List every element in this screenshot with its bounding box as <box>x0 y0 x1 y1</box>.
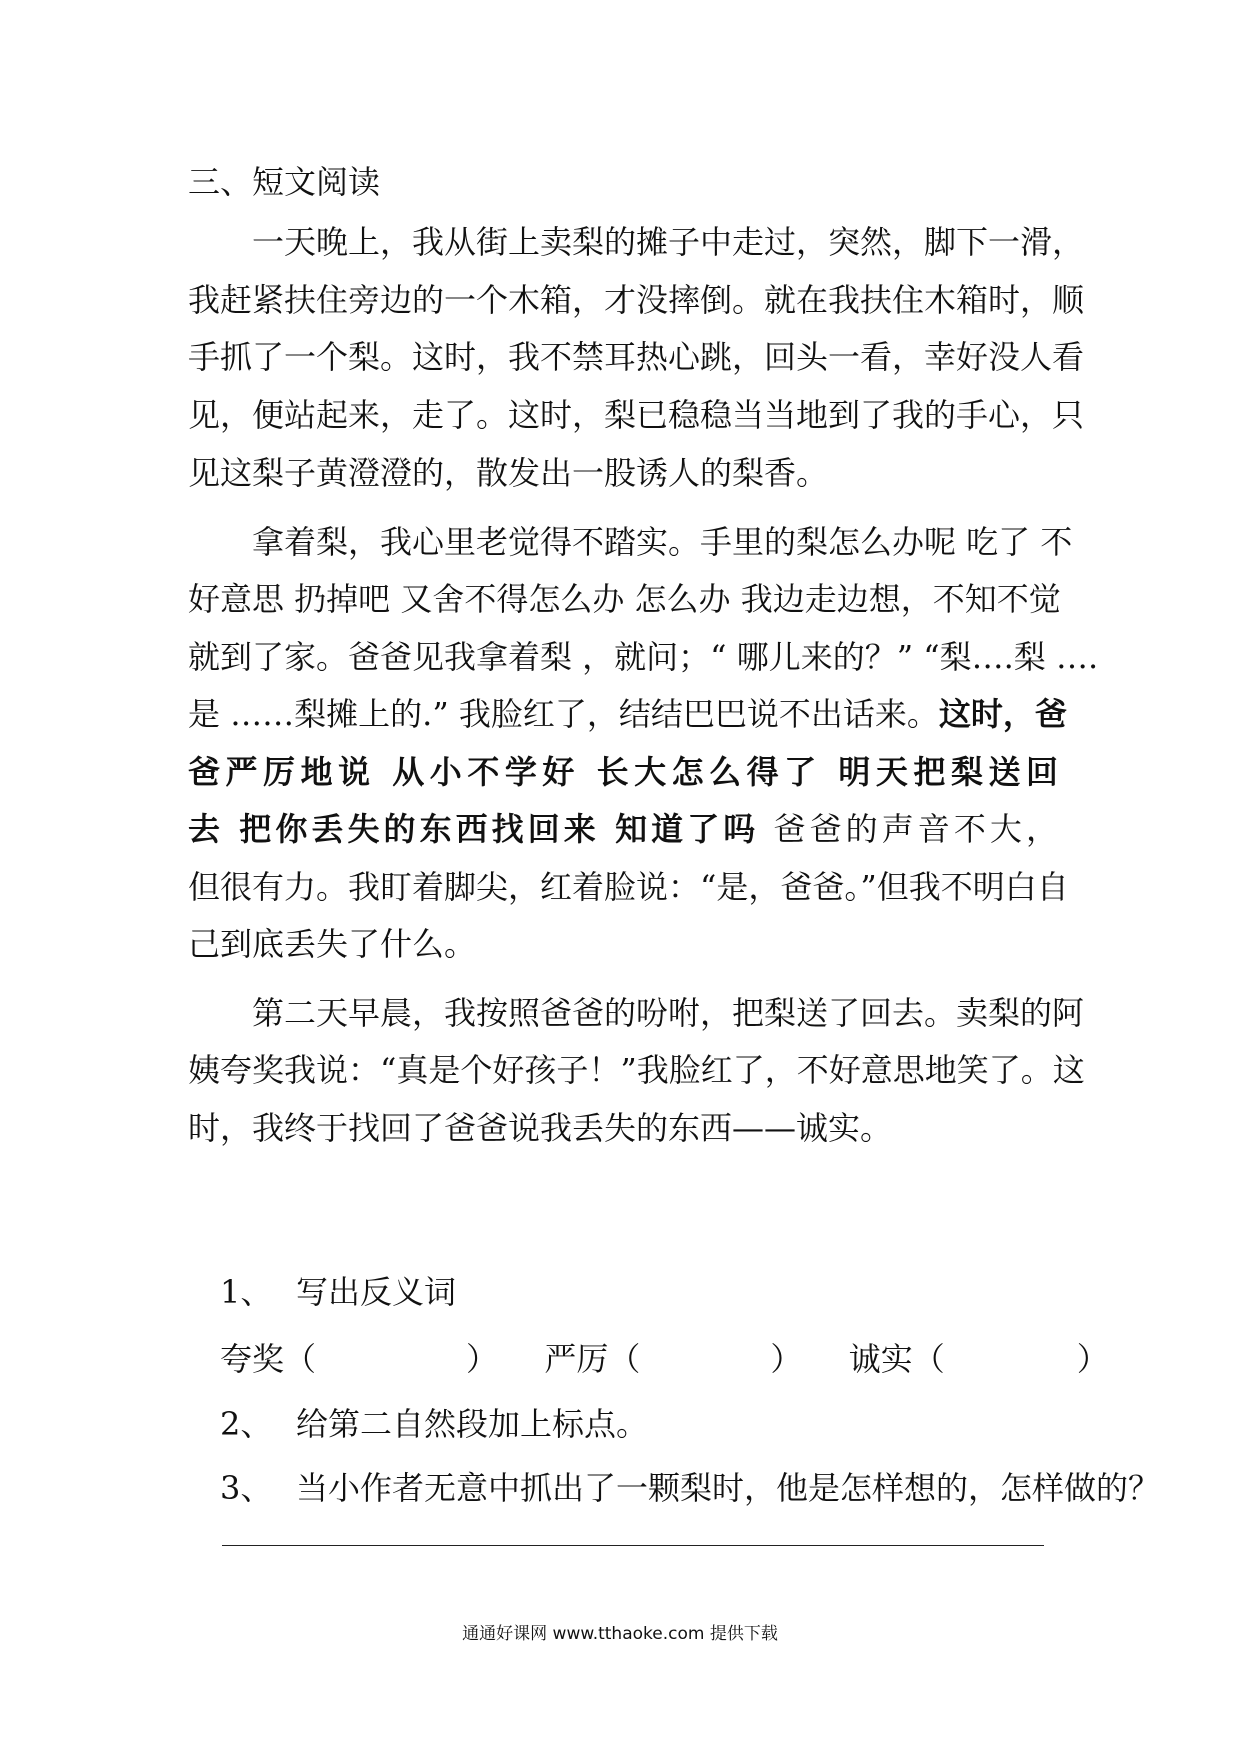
question-3 <box>220 1466 1160 1510</box>
antonym-item[interactable] <box>849 1337 1109 1381</box>
paragraph1-line: 见，便站起来，走了。这时，梨已稳稳当当地到了我的手心，只 <box>188 396 1085 434</box>
paragraph2-line: 就到了家。爸爸见我拿着梨 ，就问；“ 哪儿来的？” “梨….梨 …. <box>188 638 1099 676</box>
question-text: 写出反义词 <box>296 1273 457 1311</box>
paragraph1-line: 手抓了一个梨。这时，我不禁耳热心跳，回头一看，幸好没人看 <box>188 338 1085 376</box>
question-text: 当小作者无意中抓出了一颗梨时，他是怎样想的，怎样做的？ <box>296 1469 1161 1507</box>
paragraph3-line: 姨夸奖我说：“真是个好孩子！”我脸红了，不好意思地笑了。这 <box>188 1051 1085 1089</box>
paragraph2-line: 好意思 扔掉吧 又舍不得怎么办 怎么办 我边走边想，不知不觉 <box>188 580 1061 618</box>
paragraph2-bold-text: 去 把你丢失的东西找回来 知道了吗 <box>188 810 760 848</box>
question-2 <box>220 1402 648 1446</box>
paragraph1-line: 我赶紧扶住旁边的一个木箱，才没摔倒。就在我扶住木箱时，顺 <box>188 281 1085 319</box>
antonym-close: ） <box>770 1340 803 1378</box>
antonym-close: ） <box>1076 1340 1109 1378</box>
paragraph2-bold-line: 爸严厉地说 从小不学好 长大怎么得了 明天把梨送回 <box>188 753 1058 791</box>
paragraph2-line: 但很有力。我盯着脚尖，红着脸说：“是，爸爸。”但我不明白自 <box>188 868 1069 906</box>
question-number: 3、 <box>220 1469 273 1507</box>
paragraph2-bold-text: 这时，爸 <box>938 695 1067 733</box>
antonym-close: ） <box>466 1340 499 1378</box>
page-footer: 通通好课网 www.tthaoke.com 提供下载 <box>462 1624 778 1644</box>
paragraph2-line <box>188 692 1067 736</box>
antonym-word: 夸奖（ <box>220 1340 317 1378</box>
paragraph3-line: 第二天早晨，我按照爸爸的吩咐，把梨送了回去。卖梨的阿 <box>188 994 1085 1032</box>
question-1 <box>220 1270 456 1314</box>
paragraph2-line <box>188 807 1058 851</box>
antonym-word: 严厉（ <box>544 1340 641 1378</box>
paragraph2-line: 己到底丢失了什么。 <box>188 925 477 963</box>
antonym-blanks <box>220 1337 1109 1381</box>
paragraph3-line: 时，我终于找回了爸爸说我丢失的东西——诚实。 <box>188 1109 893 1147</box>
antonym-item[interactable] <box>544 1337 802 1381</box>
paragraph2-text: 爸爸的声音不大， <box>759 810 1058 848</box>
paragraph1-line: 一天晚上，我从街上卖梨的摊子中走过，突然，脚下一滑， <box>188 223 1085 261</box>
paragraph2-text: 是 ……梨摊上的.” 我脸红了，结结巴巴说不出话来。 <box>188 695 939 733</box>
section-title: 三、短文阅读 <box>188 163 381 201</box>
antonym-item[interactable] <box>220 1337 498 1381</box>
antonym-word: 诚实（ <box>848 1340 945 1378</box>
paragraph1-line: 见这梨子黄澄澄的，散发出一股诱人的梨香。 <box>188 454 829 492</box>
answer-line[interactable] <box>222 1545 1044 1546</box>
question-number: 1、 <box>220 1273 273 1311</box>
question-number: 2、 <box>220 1405 273 1443</box>
question-text: 给第二自然段加上标点。 <box>296 1405 649 1443</box>
paragraph2-line: 拿着梨，我心里老觉得不踏实。手里的梨怎么办呢 吃了 不 <box>188 523 1073 561</box>
